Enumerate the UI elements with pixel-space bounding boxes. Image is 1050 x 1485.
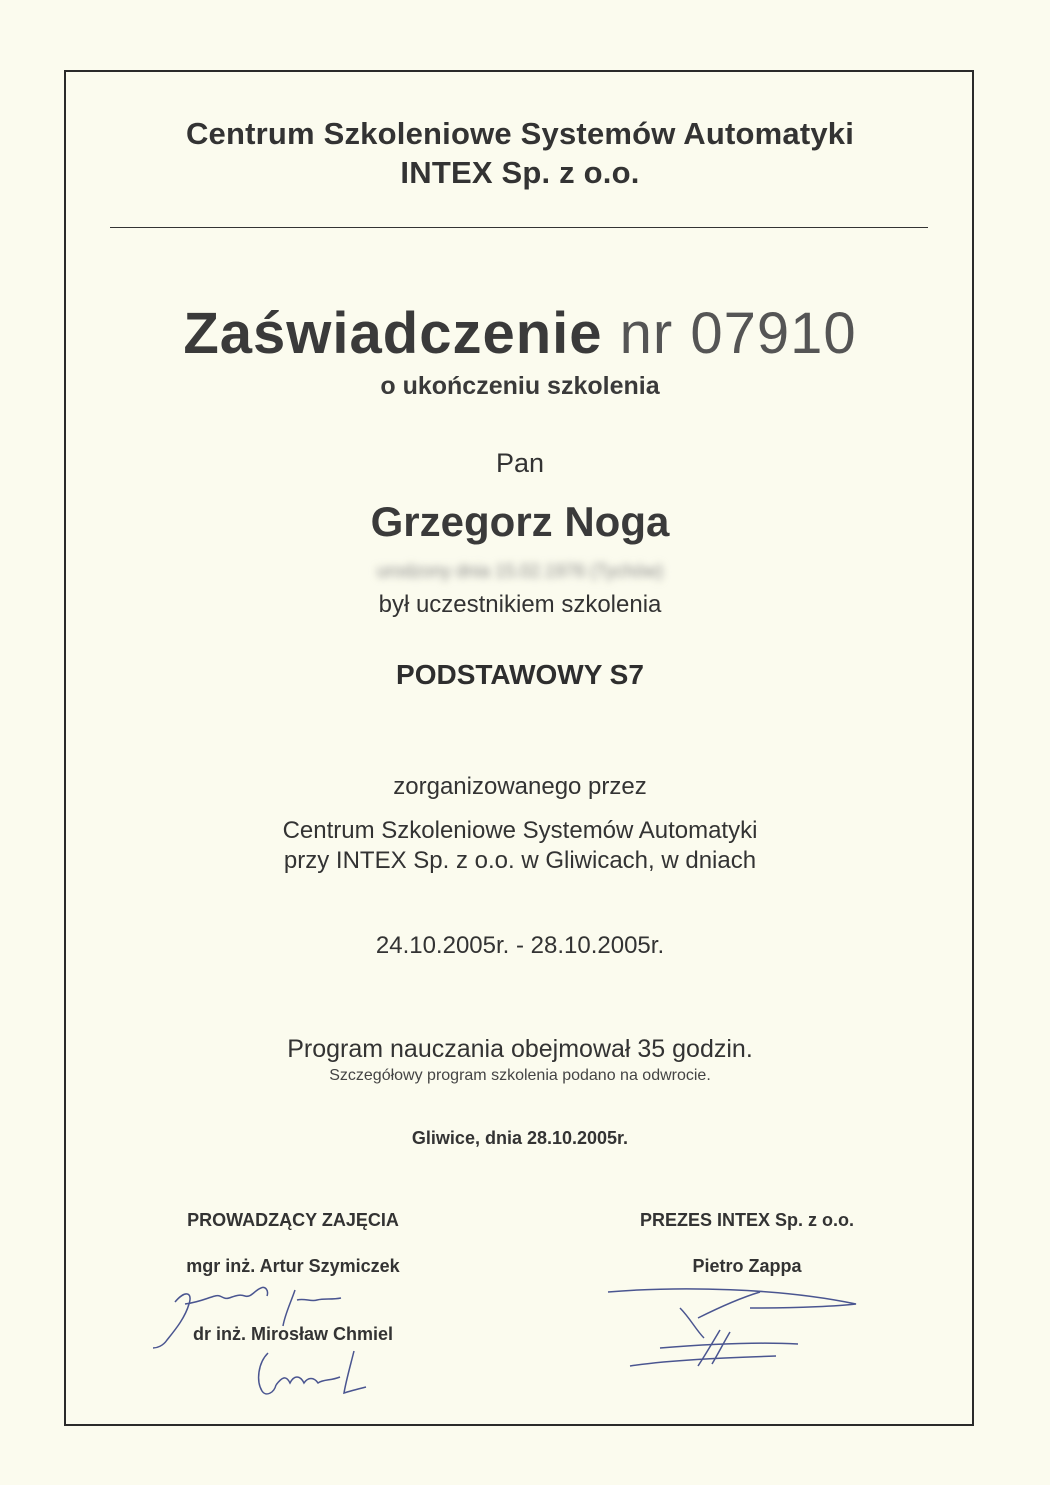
left-signature-heading: PROWADZĄCY ZAJĘCIA (187, 1210, 399, 1230)
blurred-birth-info: urodzony dnia 15.02.1976 (Tychów) (376, 561, 664, 581)
course-name: PODSTAWOWY S7 (396, 659, 644, 690)
certificate-subtitle: o ukończeniu szkolenia (380, 372, 660, 400)
right-signatory: Pietro Zappa (692, 1256, 802, 1276)
organized-by-text: zorganizowanego przez (393, 773, 647, 800)
organizer-line1: Centrum Szkoleniowe Systemów Automatyki (282, 817, 758, 844)
salutation: Pan (495, 448, 545, 478)
header-divider (110, 227, 928, 228)
place-and-date: Gliwice, dnia 28.10.2005r. (411, 1128, 629, 1148)
certificate-title-word: Zaświadczenie (183, 301, 603, 366)
signature-chmiel (250, 1345, 380, 1400)
recipient-name: Grzegorz Noga (370, 498, 670, 545)
right-signature-heading: PREZES INTEX Sp. z o.o. (639, 1210, 855, 1230)
left-signatory-2: dr inż. Mirosław Chmiel (192, 1324, 394, 1344)
organization-name-line2: INTEX Sp. z o.o. (400, 155, 640, 190)
details-text: Szczegółowy program szkolenia podano na odwrocie. (329, 1067, 711, 1084)
hours-text: Program nauczania obejmował 35 godzin. (287, 1035, 753, 1063)
participant-text: był uczestnikiem szkolenia (378, 591, 662, 618)
date-range: 24.10.2005r. - 28.10.2005r. (375, 932, 665, 959)
organization-name-line1: Centrum Szkoleniowe Systemów Automatyki (185, 116, 855, 151)
organizer-line2: przy INTEX Sp. z o.o. w Gliwicach, w dniach (283, 847, 757, 874)
certificate-number: nr 07910 (619, 301, 857, 366)
certificate-title (0, 300, 1040, 367)
signature-zappa (600, 1278, 870, 1373)
signature-szymiczek (145, 1270, 385, 1350)
left-signatory-1: mgr inż. Artur Szymiczek (186, 1256, 400, 1276)
